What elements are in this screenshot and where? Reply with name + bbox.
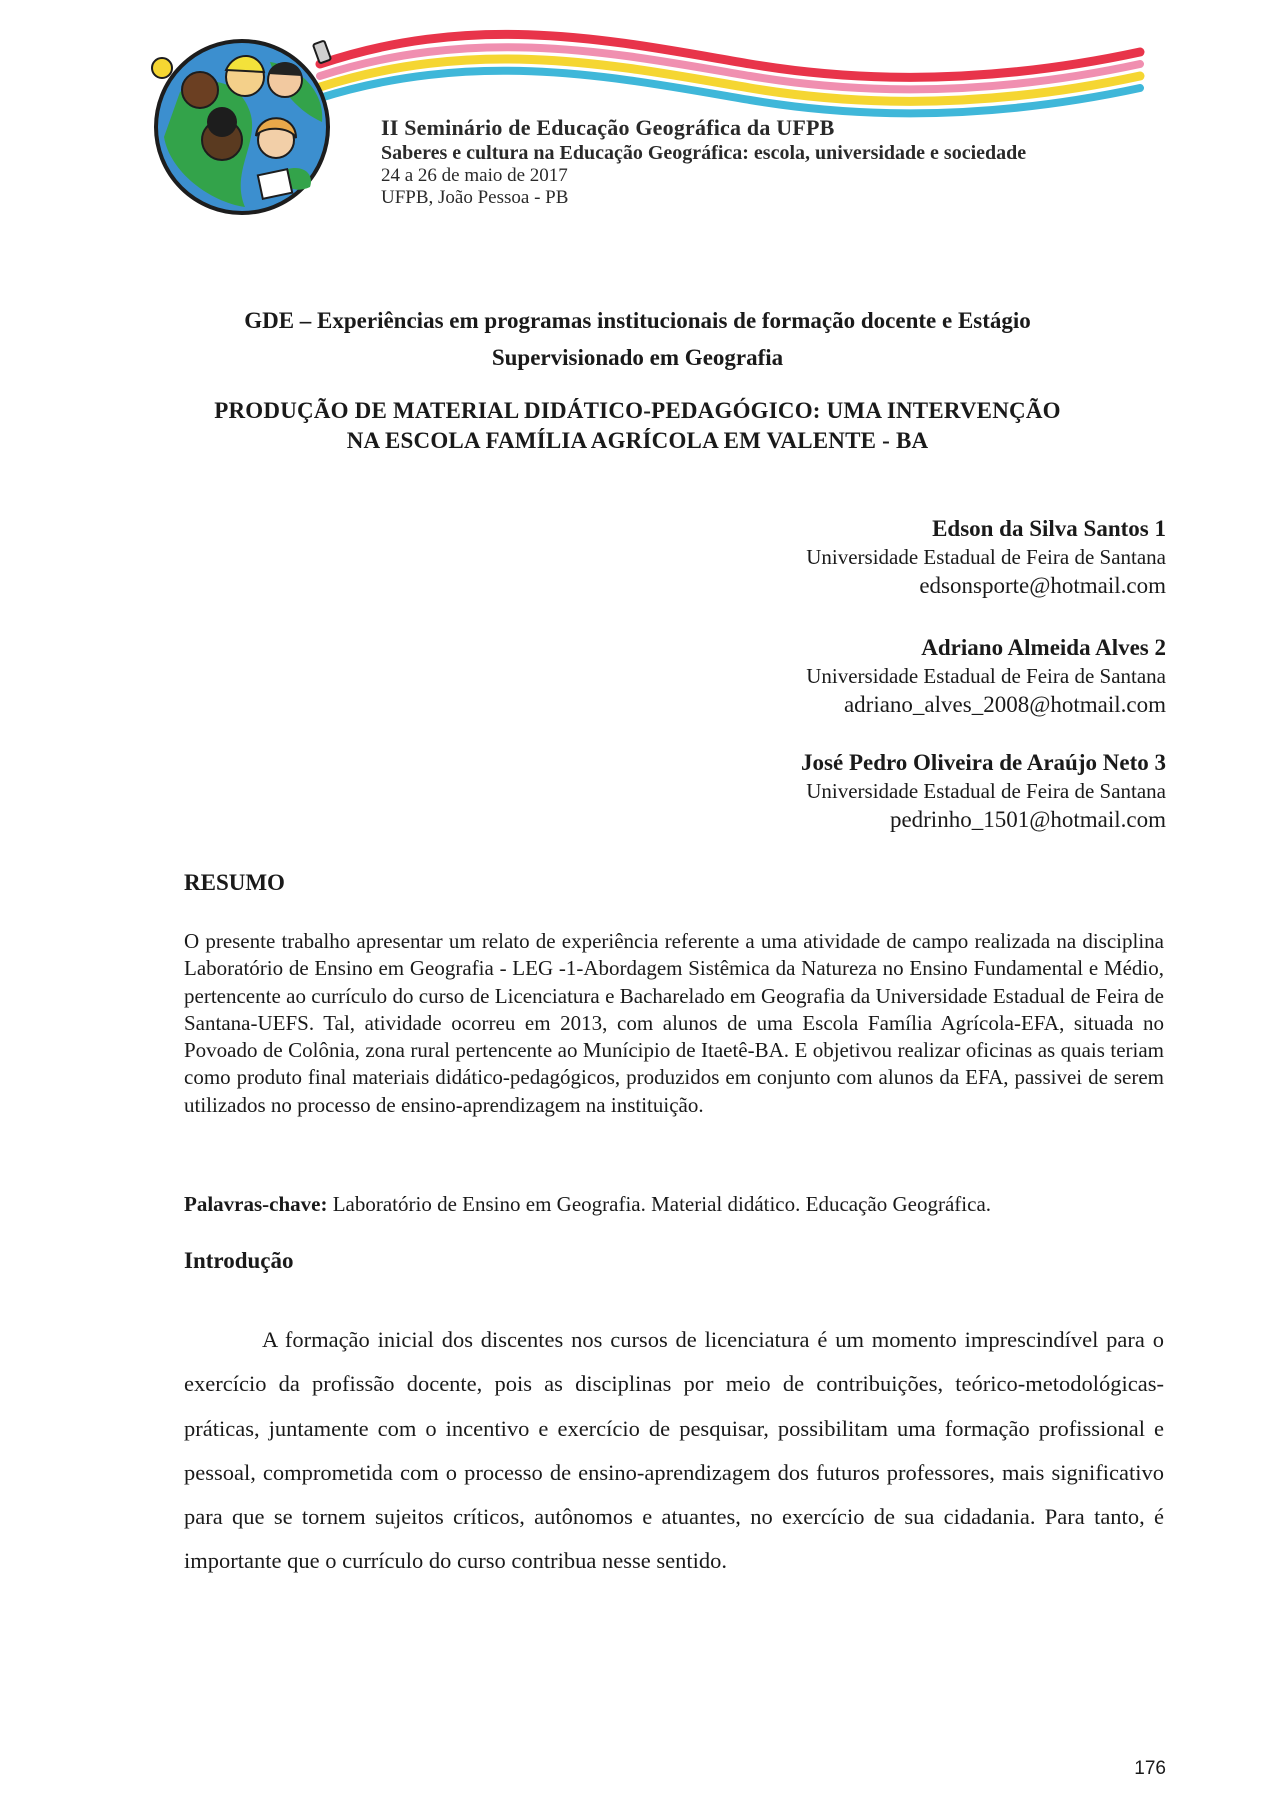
author-name: Edson da Silva Santos 1 <box>932 516 1166 541</box>
author-name: Adriano Almeida Alves 2 <box>921 635 1166 660</box>
gde-theme-line1: GDE – Experiências em programas institucionais de formação docente e Estágio <box>244 308 1031 333</box>
gde-theme <box>185 302 1090 376</box>
abstract-heading: RESUMO <box>184 870 285 895</box>
seminar-banner <box>150 22 1155 222</box>
keywords-label: Palavras-chave: <box>184 1192 328 1216</box>
seminar-dates: 24 a 26 de maio de 2017 <box>381 165 568 186</box>
author-email: adriano_alves_2008@hotmail.com <box>843 692 1166 717</box>
banner-text <box>381 115 1026 209</box>
introduction-heading: Introdução <box>184 1248 294 1273</box>
gde-theme-line2: Supervisionado em Geografia <box>491 345 784 370</box>
paper-title <box>185 396 1090 456</box>
author-block <box>801 748 1166 834</box>
globe-logo <box>152 41 331 213</box>
seminar-title: II Seminário de Educação Geográfica da UFPB <box>381 115 835 140</box>
author-university: Universidade Estadual de Feira de Santana <box>806 664 1166 688</box>
author-email: pedrinho_1501@hotmail.com <box>889 807 1166 832</box>
author-email: edsonsporte@hotmail.com <box>919 573 1166 598</box>
abstract-text: O presente trabalho apresentar um relato de experiência referente a uma atividade de campo realizada na disciplina Laboratório de Ensino em Geografia - LEG -1-Abordagem Sistêmica da Natureza no Ensino Fundamental e Médio, pertencente ao currículo do curso de Licenciatura e Bacharelado em Geografia da Universidade Estadual de Feira de Santana-UEFS. Tal, atividade ocorreu em 2013, com alunos de uma Escola Família Agrícola-EFA, situada no Povoado de Colônia, zona rural pertencente ao Munícipio de Itaetê-BA. E objetivou realizar oficinas as quais teriam como produto final materiais didático-pedagógicos, produzidos em conjunto com alunos da EFA, passivei de serem utilizados no processo de ensino-aprendizagem na instituição. <box>184 929 1164 1117</box>
seminar-subtitle: Saberes e cultura na Educação Geográfica: escola, universidade e sociedade <box>381 142 1027 164</box>
paper-title-line1: PRODUÇÃO DE MATERIAL DIDÁTICO-PEDAGÓGICO: UMA INTERVENÇÃO <box>214 398 1061 423</box>
author-block <box>806 514 1166 600</box>
keywords <box>184 1190 991 1218</box>
keywords-text: Laboratório de Ensino em Geografia. Material didático. Educação Geográfica. <box>327 1192 992 1216</box>
author-university: Universidade Estadual de Feira de Santana <box>806 779 1166 803</box>
paper-title-line2: NA ESCOLA FAMÍLIA AGRÍCOLA EM VALENTE - BA <box>346 428 929 453</box>
introduction-text: A formação inicial dos discentes nos cursos de licenciatura é um momento imprescindível para o exercício da profissão docente, pois as disciplinas por meio de contribuições, teórico-metodológicas-práticas, juntamente com o incentivo e exercício de pesquisar, possibilitam uma formação profissional e pessoal, comprometida com o processo de ensino-aprendizagem dos futuros professores, mais significativo para que se tornem sujeitos críticos, autônomos e atuantes, no exercício de sua cidadania. Para tanto, é importante que o currículo do curso contribua nesse sentido. <box>184 1327 1164 1574</box>
author-name: José Pedro Oliveira de Araújo Neto 3 <box>801 750 1166 775</box>
author-block <box>806 633 1166 719</box>
page-number: 176 <box>1134 1758 1166 1779</box>
seminar-place: UFPB, João Pessoa - PB <box>381 187 569 208</box>
author-university: Universidade Estadual de Feira de Santana <box>806 545 1166 569</box>
rainbow-ribbon <box>320 34 1140 113</box>
